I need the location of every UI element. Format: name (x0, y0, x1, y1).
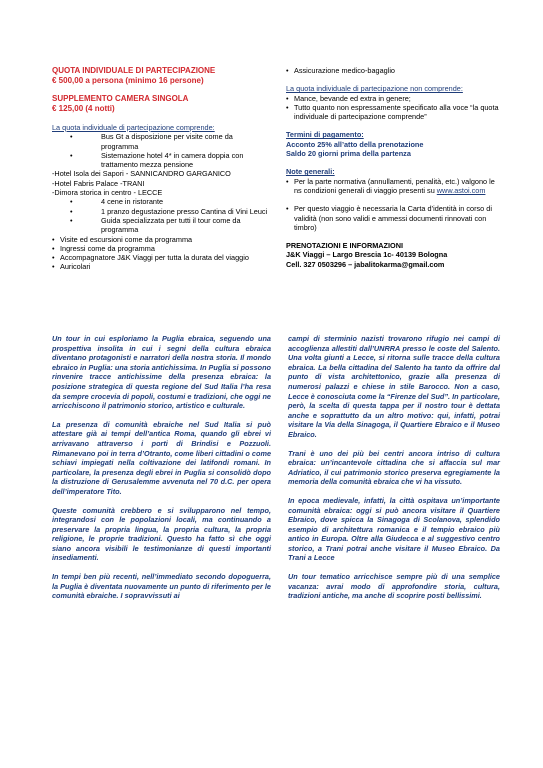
includes-list-c (52, 235, 270, 272)
list-item: • 1 pranzo degustazione presso Cantina di Vini Leuci (52, 207, 270, 216)
story-paragraph: campi di sterminio nazisti trovarono rifugio nei campi di accoglienza allestiti dall’UNRRA presso le coste del Salento. Una volta giunti a Lecce, si ritorna sulle tracce della cultura ebraica. La bella cittadina del Salento ha tanto da offrire dal punto di vista architettonico, grazie alla presenza di numerosi palazzi e chiese in stile Barocco. Non a caso, Lecce è conosciuta come la “Firenze del Sud”. In particolare, però, la scelta di questa tappa per il nostro tour è dettata anche e soprattutto da un altro motivo: qui, infatti, potrai visitare la Via della Sinagoga, il Quartiere Ebraico e il Museo Ebraico. (288, 334, 500, 439)
story-paragraph: In tempi ben più recenti, nell’immediato secondo dopoguerra, la Puglia è diventata nuovamente un punto di riferimento per le comunità ebraiche. I sopravvissuti ai (52, 572, 271, 601)
story-paragraph: In epoca medievale, infatti, la città ospitava un’importante comunità ebraica: oggi si può ancora visitare il Quartiere Ebraico, dove spicca la Sinagoga di Scolanova, splendido esempio di architettura romanica e il tempio ebraico più antico in Europa. Oltre alla Giudecca e al suggestivo centro storico, a Trani potrai anche visitare il Museo Ebraico. Da Trani a Lecce (288, 495, 500, 563)
list-item: • 4 cene in ristorante (52, 197, 270, 206)
price-amount: € 500,00 a persona (minimo 16 persone) (52, 76, 204, 85)
includes-list-a (52, 132, 270, 169)
astoi-link[interactable]: www.astoi.com (436, 185, 486, 195)
story-paragraph: Trani è uno dei più bei centri ancora intriso di cultura ebraica: un’incantevole cittadina che si affaccia sul mar Adriatico, il cui patrimonio storico preserva egregiamente la memoria della comunità ebraica che vi ha vissuto. (288, 448, 500, 487)
notes-heading: Note generali: (286, 167, 335, 177)
supplement-amount: € 125,00 (4 notti) (52, 104, 115, 113)
payment-line: Acconto 25% all’atto della prenotazione (286, 139, 424, 149)
story-paragraph: La presenza di comunità ebraiche nel Sud Italia si può attestare già ai tempi dell’antica Roma, quando gli ebrei vi arrivavano attraverso i porti di Brindisi e Pozzuoli. Rimanevano poi in terra d’Otranto, come liberi cittadini o come schiavi impiegati nella coltivazione dei latifondi romani. In particolare, la presenza degli ebrei in Puglia si consolidò dopo la distruzione di Gerusalemme avvenuta nel 70 d.C. per opera dell’imperatore Tito. (52, 419, 271, 496)
notes-list (286, 177, 500, 196)
hotel-line: -Dimora storica in centro - LECCE (52, 188, 163, 198)
list-item: • Accompagnatore J&K Viaggi per tutta la durata del viaggio (52, 253, 270, 262)
list-item: • Mance, bevande ed extra in genere; (286, 94, 500, 103)
left-info-column (52, 66, 270, 272)
story-right-column (288, 334, 500, 610)
story-paragraph: Un tour tematico arricchisce sempre più di una semplice vacanza: avrai modo di approfondire storia, cultura, tradizioni antiche, ma anche di scoprire posti bellissimi. (288, 572, 500, 601)
booking-heading: PRENOTAZIONI E INFORMAZIONI (286, 241, 404, 251)
price-heading: QUOTA INDIVIDUALE DI PARTECIPAZIONE (52, 66, 216, 75)
list-item: • Per questo viaggio è necessaria la Carta d’identità in corso di validità (non sono validi e ammessi documenti rinnovati con timbro) (286, 204, 500, 232)
note-text: Per la parte normativa (annullamenti, penalità, etc.) valgono le ns condizioni generali di viaggio presenti su (294, 176, 495, 195)
includes-heading: La quota individuale di partecipazione comprende: (52, 123, 215, 132)
payment-heading: Termini di pagamento: (286, 130, 364, 140)
hotel-line: -Hotel Isola dei Sapori - SANNICANDRO GARGANICO (52, 169, 231, 179)
list-item: • Sistemazione hotel 4* in camera doppia con trattamento mezza pensione (52, 151, 270, 170)
list-item: • Visite ed escursioni come da programma (52, 235, 270, 244)
booking-line: Cell. 327 0503296 – jabalitokarma@gmail.com (286, 259, 445, 269)
story-left-column (52, 334, 271, 610)
list-item: • Bus Gt a disposizione per visite come da programma (52, 132, 270, 151)
booking-line: J&K Viaggi – Largo Brescia 1c- 40139 Bologna (286, 250, 448, 260)
list-item: • Ingressi come da programma (52, 244, 270, 253)
excludes-heading: La quota individuale di partecipazione non comprende: (286, 84, 463, 94)
list-item (286, 177, 500, 196)
notes-list-2 (286, 204, 500, 232)
story-paragraph: Un tour in cui esploriamo la Puglia ebraica, seguendo una prospettiva insolita in cui i segni della cultura ebraica diventano protagonisti e narratori della nostra storia. Il mondo ebraico in Puglia: una storia antichissima. In Puglia si possono rinvenire tracce antichissime della presenza ebraica: la posizione strategica di questa regione del Sud Italia l’ha resa da sempre crocevia di popoli, costumi e tradizioni, che oggi ne arricchiscono il patrimonio storico, artistico e culturale. (52, 334, 271, 411)
story-paragraph: Queste comunità crebbero e si svilupparono nel tempo, integrandosi con le popolazioni locali, ma continuando a preservare la propria lingua, la propria cultura, la propria religione, le proprie tradizioni. Questo ha fatto sì che oggi siano ancora visibili le testimonianze di questi importanti insediamenti. (52, 505, 271, 563)
insurance-list (286, 66, 500, 75)
supplement-heading: SUPPLEMENTO CAMERA SINGOLA (52, 94, 189, 103)
payment-line: Saldo 20 giorni prima della partenza (286, 149, 411, 159)
list-item: • Assicurazione medico-bagaglio (286, 66, 500, 75)
right-info-column (286, 66, 500, 269)
list-item: • Guida specializzata per tutti il tour come da programma (52, 216, 270, 235)
list-item: • Auricolari (52, 262, 270, 271)
list-item: • Tutto quanto non espressamente specificato alla voce “la quota individuale di partecipazione comprende” (286, 103, 500, 122)
includes-list-b (52, 197, 270, 234)
hotel-line: -Hotel Fabris Palace -TRANI (52, 178, 145, 188)
excludes-list (286, 94, 500, 122)
